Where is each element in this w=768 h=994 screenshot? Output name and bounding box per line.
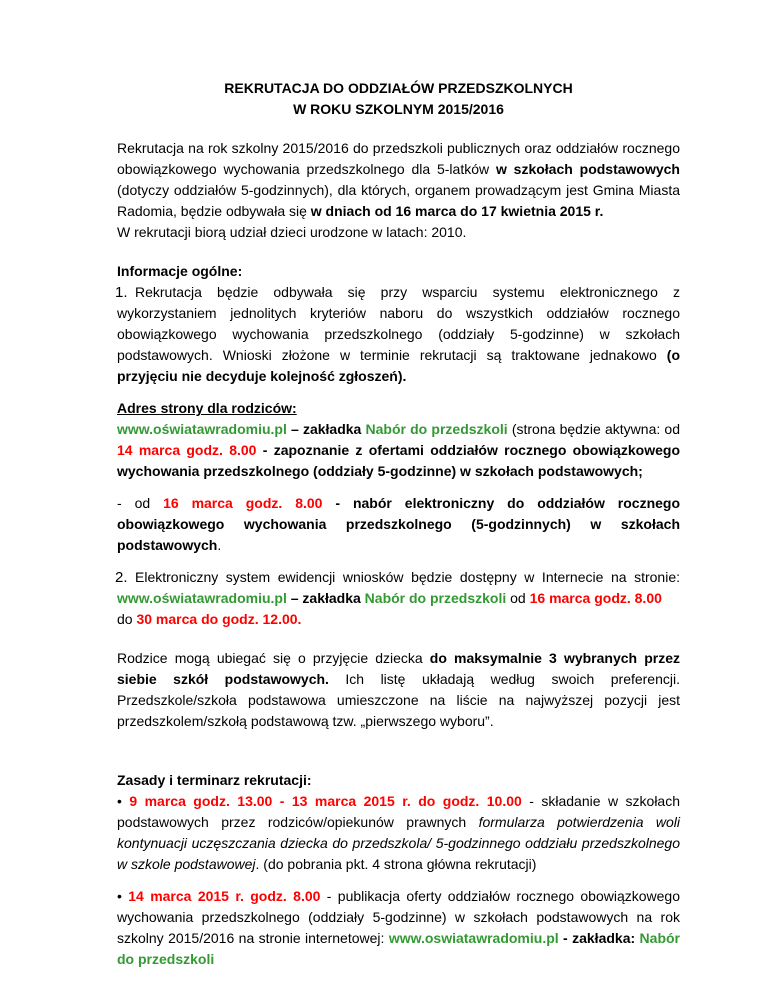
intro-text-3: (dotyczy oddziałów 5-godzinnych), dla których, organem prowadzącym jest Gmina Miasta Radomia, będzie odbywała się [117,182,680,219]
schedule-item-2-tab-name: Nabór do przedszkoli [117,930,680,967]
title-line-2: W ROKU SZKOLNYM 2015/2016 [293,101,504,117]
item-2-text [117,567,680,630]
address-heading: Adres strony dla rodziców: [117,400,297,416]
schedule-item-2-date: 14 marca 2015 r. godz. 8.00 [128,888,321,904]
schedule-item-2-text-1: - publikacja oferty oddziałów rocznego obowiązkowego wychowania przedszkolnego (oddziały 5-godzinne) w szkołach podstawowych na rok szkolny 2015/2016 na stronie internetowej: [117,888,681,946]
intro-paragraph [117,138,680,222]
address-url-link[interactable]: www.oświatawradomiu.pl [117,421,287,437]
intro-birth-years: W rekrutacji biorą udział dzieci urodzone w latach: 2010. [117,224,467,240]
title-line-1: REKRUTACJA DO ODDZIAŁÓW PRZEDSZKOLNYCH [224,80,573,96]
schedule-heading: Zasady i terminarz rekrutacji: [117,772,312,788]
schedule-item-1 [117,791,680,875]
address-text-1: (strona będzie aktywna: od [507,421,680,437]
item-2-url-link[interactable]: www.oświatawradomiu.pl [117,590,287,606]
address-dash: – zakładka [286,421,366,437]
item-2-tab-name: Nabór do przedszkoli [364,590,507,606]
item-2-number: 2. [115,569,128,586]
schedule-item-1-text-1: - składanie w szkołach podstawowych przez rodziców/opiekunów prawnych [117,793,681,830]
document-page [117,78,680,970]
item-2-text-1: Elektroniczny system ewidencji wniosków będzie dostępny w Internecie na stronie: [135,569,680,585]
document-title [117,78,680,120]
address-tab-name: Nabór do przedszkoli [365,421,508,437]
general-heading: Informacje ogólne: [117,263,243,279]
parents-text-2: do maksymalnie 3 wybranych przez siebie szkół podstawowych. [117,650,680,687]
schedule-item-2 [117,886,680,970]
schedule-item-2-text-2: - zakładka: [558,930,640,946]
schedule-item-1-date: 9 marca godz. 13.00 - 13 marca 2015 r. do godz. 10.00 [129,793,522,809]
bullet-2-icon: • [117,888,129,904]
item-2-dash: – zakładka [286,590,365,606]
address-text-5: . [217,537,222,553]
parents-text-3: Ich listę układają według swoich preferencji. Przedszkole/szkoła podstawowa umieszczone na liście na najwyższej pozycji jest przedszkolem/szkołą podstawową tzw. „pierwszego wyboru”. [117,671,680,729]
item-2-text-2: od [506,590,530,606]
address-paragraph [117,419,680,482]
parents-paragraph [117,648,680,732]
schedule-item-2-url-link[interactable]: www.oswiatawradomiu.pl [388,930,559,946]
address-text-2: - zapoznanie z ofertami oddziałów rocznego obowiązkowego wychowania przedszkolnego (oddziały 5-godzinne) w szkołach podstawowych; [117,442,680,479]
intro-dates: w dniach od 16 marca do 17 kwietnia 2015 r. [310,203,604,219]
schedule-item-1-form: formularza potwierdzenia woli kontynuacji uczęszczania dziecka do przedszkola/ 5-godzinnego oddziału przedszkolnego w szkole podstawowej [117,814,680,872]
item-1-number: 1. [115,284,128,301]
general-item-2 [117,567,680,630]
address-text-3: - od [117,495,164,511]
item-1-text [117,282,680,387]
intro-text-2: w szkołach podstawowych [495,161,680,177]
schedule-item-1-text-3: . (do pobrania pkt. 4 strona główna rekrutacji) [255,856,537,872]
intro-text-1: Rekrutacja na rok szkolny 2015/2016 do przedszkoli publicznych oraz oddziałów rocznego obowiązkowego wychowania przedszkolnego dla 5-latków [117,140,680,177]
parents-text-1: Rodzice mogą ubiegać się o przyjęcie dziecka [117,650,430,666]
item-2-text-3: do [117,611,137,627]
address-text-4: - nabór elektroniczny do oddziałów rocznego obowiązkowego wychowania przedszkolnego (5-godzinnych) w szkołach podstawowych [117,495,681,553]
address-second-paragraph [117,493,680,556]
item-2-date-2: 30 marca do godz. 12.00. [136,611,302,627]
general-item-1 [117,282,680,387]
address-section [117,398,680,556]
bullet-1-icon: • [117,793,130,809]
item-2-date-1: 16 marca godz. 8.00 [529,590,662,606]
address-date-1: 14 marca godz. 8.00 [117,442,257,458]
item-1-text-1: Rekrutacja będzie odbywała się przy wsparciu systemu elektronicznego z wykorzystaniem jednolitych kryteriów naboru do wszystkich oddziałów rocznego obowiązkowego wychowania przedszkolnego (oddziały 5-godzinne) w szkołach podstawowych. Wnioski złożone w terminie rekrutacji są traktowane jednakowo [117,284,680,363]
address-date-2: 16 marca godz. 8.00 [163,495,323,511]
item-1-text-2: (o przyjęciu nie decyduje kolejność zgłoszeń). [117,347,680,384]
